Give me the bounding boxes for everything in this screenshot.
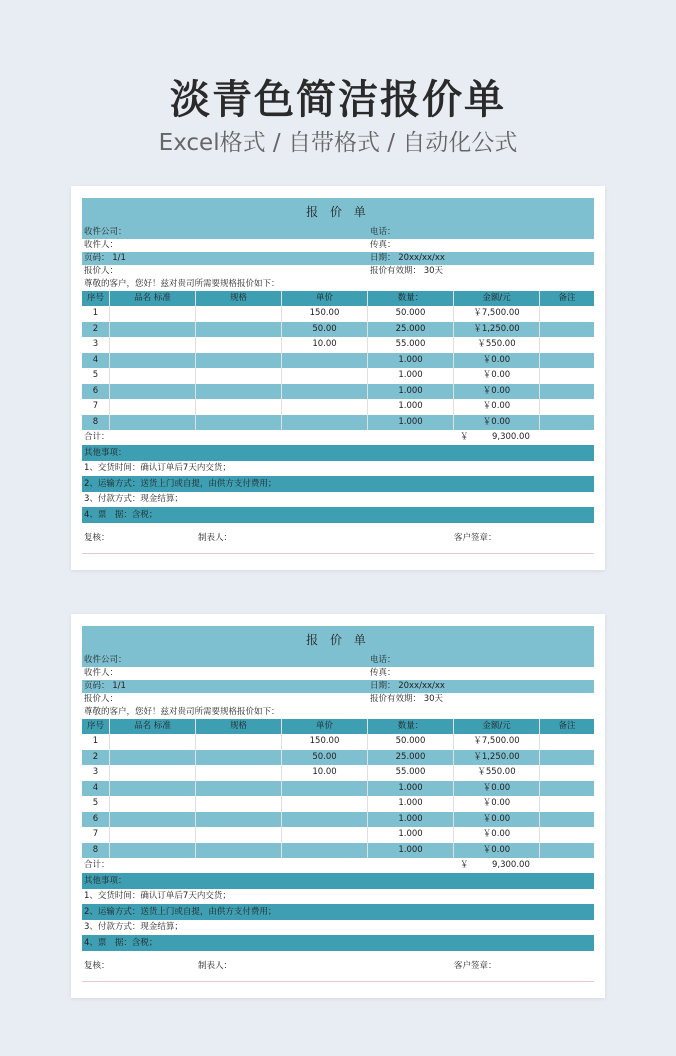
note-row xyxy=(82,507,594,523)
note-text: 4、票 据：含税； xyxy=(84,938,158,948)
cell-no[interactable]: 2 xyxy=(82,322,110,338)
info-left-label: 报价人： xyxy=(84,266,119,276)
cell-price[interactable] xyxy=(282,399,368,415)
cell-name[interactable] xyxy=(110,843,196,859)
cell-no[interactable]: 7 xyxy=(82,827,110,843)
cell-qty[interactable]: 1.000 xyxy=(368,415,454,431)
info-left-label: 页码： 1/1 xyxy=(84,681,126,691)
cell-name[interactable] xyxy=(110,781,196,797)
total-currency: ￥ xyxy=(460,860,469,870)
cell-price[interactable]: 10.00 xyxy=(282,337,368,353)
table-row xyxy=(82,353,594,369)
cell-amount[interactable]: ￥0.00 xyxy=(454,843,540,859)
table-body xyxy=(82,306,594,430)
cell-spec[interactable] xyxy=(196,399,282,415)
cell-amount[interactable]: ￥550.00 xyxy=(454,337,540,353)
price-table xyxy=(82,719,594,858)
info-right-label: 日期： 20xx/xx/xx xyxy=(370,253,445,263)
table-header-row xyxy=(82,719,594,734)
cell-price[interactable] xyxy=(282,781,368,797)
note-row xyxy=(82,920,594,935)
cell-amount[interactable]: ￥0.00 xyxy=(454,827,540,843)
table-row xyxy=(82,843,594,859)
note-row xyxy=(82,476,594,492)
cell-qty[interactable]: 1.000 xyxy=(368,843,454,859)
cell-note[interactable] xyxy=(540,781,594,797)
col-header-no: 序号 xyxy=(82,719,110,734)
cell-name[interactable] xyxy=(110,765,196,781)
col-header-note: 备注 xyxy=(558,721,576,731)
cell-amount[interactable]: ￥0.00 xyxy=(454,368,540,384)
cell-amount[interactable]: ￥0.00 xyxy=(454,384,540,400)
cell-name[interactable] xyxy=(110,306,196,322)
note-row xyxy=(82,889,594,904)
cell-name[interactable] xyxy=(110,796,196,812)
note-text: 4、票 据：含税； xyxy=(84,510,158,520)
cell-no[interactable]: 8 xyxy=(82,843,110,859)
maker-label: 制表人： xyxy=(198,961,233,971)
info-left-label: 收件人： xyxy=(84,240,119,250)
cell-spec[interactable] xyxy=(196,384,282,400)
col-header-amount: 金额/元 xyxy=(454,719,540,734)
cell-price[interactable] xyxy=(282,353,368,369)
cell-amount[interactable]: ￥0.00 xyxy=(454,796,540,812)
cell-price[interactable]: 150.00 xyxy=(282,734,368,750)
cell-note[interactable] xyxy=(540,796,594,812)
table-row xyxy=(82,322,594,338)
cell-no[interactable]: 2 xyxy=(82,750,110,766)
info-row xyxy=(82,667,594,680)
cell-spec[interactable] xyxy=(196,796,282,812)
quote-heading: 报 价 单 xyxy=(82,198,594,226)
cell-qty[interactable]: 55.000 xyxy=(368,337,454,353)
cell-no[interactable]: 6 xyxy=(82,812,110,828)
total-value: 9,300.00 xyxy=(492,860,530,870)
cell-name[interactable] xyxy=(110,337,196,353)
customer-sign-label: 客户签章： xyxy=(454,961,497,971)
cell-price[interactable]: 50.00 xyxy=(282,750,368,766)
cell-no[interactable]: 1 xyxy=(82,306,110,322)
cell-price[interactable]: 10.00 xyxy=(282,765,368,781)
signature-row xyxy=(82,523,594,554)
cell-note[interactable] xyxy=(540,765,594,781)
info-left-label: 收件人： xyxy=(84,668,119,678)
cell-spec[interactable] xyxy=(196,415,282,431)
cell-qty[interactable]: 1.000 xyxy=(368,812,454,828)
note-row xyxy=(82,461,594,476)
info-right-label: 传真： xyxy=(370,668,396,678)
col-header-no: 序号 xyxy=(82,291,110,306)
col-header-spec: 规格 xyxy=(196,291,282,306)
cell-amount[interactable]: ￥0.00 xyxy=(454,415,540,431)
cell-name[interactable] xyxy=(110,812,196,828)
cell-name[interactable] xyxy=(110,827,196,843)
cell-spec[interactable] xyxy=(196,337,282,353)
table-row xyxy=(82,781,594,797)
note-row xyxy=(82,935,594,951)
cell-note[interactable] xyxy=(540,353,594,369)
cell-spec[interactable] xyxy=(196,765,282,781)
cell-price[interactable] xyxy=(282,368,368,384)
cell-no[interactable]: 5 xyxy=(82,796,110,812)
cell-price[interactable] xyxy=(282,415,368,431)
cell-name[interactable] xyxy=(110,734,196,750)
note-row xyxy=(82,904,594,920)
cell-no[interactable]: 5 xyxy=(82,368,110,384)
cell-qty[interactable]: 25.000 xyxy=(368,322,454,338)
cell-spec[interactable] xyxy=(196,734,282,750)
total-label: 合计： xyxy=(84,432,110,442)
cell-no[interactable]: 1 xyxy=(82,734,110,750)
cell-note[interactable] xyxy=(540,734,594,750)
cell-amount[interactable]: ￥0.00 xyxy=(454,353,540,369)
cell-spec[interactable] xyxy=(196,827,282,843)
customer-sign-label: 客户签章： xyxy=(454,533,497,543)
quote-content xyxy=(82,198,594,554)
review-label: 复核： xyxy=(84,961,110,971)
cell-spec[interactable] xyxy=(196,812,282,828)
cell-price[interactable] xyxy=(282,827,368,843)
cell-amount[interactable]: ￥0.00 xyxy=(454,812,540,828)
note-text: 2、运输方式：送货上门或自提，由供方支付费用； xyxy=(84,907,277,917)
cell-qty[interactable]: 25.000 xyxy=(368,750,454,766)
cell-amount[interactable]: ￥1,250.00 xyxy=(454,750,540,766)
col-header-spec: 规格 xyxy=(196,719,282,734)
col-header-name: 品名 标准 xyxy=(110,719,196,734)
info-left-label: 收件公司： xyxy=(84,655,127,665)
cell-note[interactable] xyxy=(540,415,594,431)
quote-sheet-1 xyxy=(71,186,605,570)
cell-name[interactable] xyxy=(110,384,196,400)
cell-name[interactable] xyxy=(110,353,196,369)
total-row xyxy=(82,430,594,445)
info-row xyxy=(82,252,594,265)
cell-spec[interactable] xyxy=(196,306,282,322)
info-row xyxy=(82,265,594,278)
info-row xyxy=(82,680,594,693)
page-subtitle: Excel格式 / 自带格式 / 自动化公式 xyxy=(158,130,518,156)
cell-spec[interactable] xyxy=(196,353,282,369)
info-right-label: 报价有效期： 30天 xyxy=(370,266,444,276)
info-row xyxy=(82,693,594,706)
total-row xyxy=(82,858,594,873)
table-row xyxy=(82,306,594,322)
greeting-row xyxy=(82,706,594,719)
cell-name[interactable] xyxy=(110,750,196,766)
table-row xyxy=(82,384,594,400)
info-right-label: 报价有效期： 30天 xyxy=(370,694,444,704)
note-text: 3、付款方式：现金结算； xyxy=(84,922,183,932)
cell-qty[interactable]: 1.000 xyxy=(368,384,454,400)
cell-name[interactable] xyxy=(110,368,196,384)
cell-price[interactable] xyxy=(282,384,368,400)
cell-name[interactable] xyxy=(110,415,196,431)
cell-qty[interactable]: 1.000 xyxy=(368,399,454,415)
info-left-label: 收件公司： xyxy=(84,227,127,237)
info-left-label: 页码： 1/1 xyxy=(84,253,126,263)
col-header-price: 单价 xyxy=(282,291,368,306)
info-row xyxy=(82,654,594,667)
table-row xyxy=(82,337,594,353)
cell-no[interactable]: 7 xyxy=(82,399,110,415)
cell-note[interactable] xyxy=(540,337,594,353)
table-header-row xyxy=(82,291,594,306)
cell-price[interactable] xyxy=(282,843,368,859)
cell-amount[interactable]: ￥7,500.00 xyxy=(454,306,540,322)
cell-no[interactable]: 8 xyxy=(82,415,110,431)
cell-amount[interactable]: ￥7,500.00 xyxy=(454,734,540,750)
cell-no[interactable]: 3 xyxy=(82,765,110,781)
col-header-qty: 数量： xyxy=(368,291,454,306)
cell-spec[interactable] xyxy=(196,781,282,797)
cell-qty[interactable]: 1.000 xyxy=(368,368,454,384)
cell-no[interactable]: 3 xyxy=(82,337,110,353)
info-right-label: 传真： xyxy=(370,240,396,250)
note-row xyxy=(82,492,594,507)
cell-amount[interactable]: ￥0.00 xyxy=(454,399,540,415)
cell-price[interactable] xyxy=(282,796,368,812)
cell-qty[interactable]: 1.000 xyxy=(368,353,454,369)
cell-qty[interactable]: 50.000 xyxy=(368,306,454,322)
info-row xyxy=(82,226,594,239)
cell-no[interactable]: 6 xyxy=(82,384,110,400)
greeting-text: 尊敬的客户，您好！兹对贵司所需要规格报价如下： xyxy=(84,279,280,289)
table-body xyxy=(82,734,594,858)
cell-spec[interactable] xyxy=(196,368,282,384)
quote-content xyxy=(82,626,594,982)
cell-note[interactable] xyxy=(540,384,594,400)
quote-heading: 报 价 单 xyxy=(82,626,594,654)
total-value: 9,300.00 xyxy=(492,432,530,442)
cell-note[interactable] xyxy=(540,812,594,828)
notes-title: 其他事项： xyxy=(84,876,127,886)
table-row xyxy=(82,827,594,843)
info-right-label: 电话： xyxy=(370,227,396,237)
table-row xyxy=(82,812,594,828)
signature-row xyxy=(82,951,594,982)
col-header-qty: 数量： xyxy=(368,719,454,734)
info-right-label: 日期： 20xx/xx/xx xyxy=(370,681,445,691)
total-currency: ￥ xyxy=(460,432,469,442)
info-right-label: 电话： xyxy=(370,655,396,665)
price-table xyxy=(82,291,594,430)
cell-note[interactable] xyxy=(540,399,594,415)
col-header-name: 品名 标准 xyxy=(110,291,196,306)
note-text: 2、运输方式：送货上门或自提，由供方支付费用； xyxy=(84,479,277,489)
cell-note[interactable] xyxy=(540,322,594,338)
quote-sheet-2 xyxy=(71,614,605,998)
cell-price[interactable] xyxy=(282,812,368,828)
table-row xyxy=(82,796,594,812)
cell-name[interactable] xyxy=(110,322,196,338)
total-label: 合计： xyxy=(84,860,110,870)
page-title: 淡青色简洁报价单 xyxy=(170,77,506,123)
notes-title: 其他事项： xyxy=(84,448,127,458)
cell-amount[interactable]: ￥1,250.00 xyxy=(454,322,540,338)
note-text: 1、交货时间：确认订单后7天内交货； xyxy=(84,463,231,473)
cell-price[interactable]: 150.00 xyxy=(282,306,368,322)
table-row xyxy=(82,368,594,384)
info-row xyxy=(82,239,594,252)
cell-note[interactable] xyxy=(540,750,594,766)
col-header-note: 备注 xyxy=(558,293,576,303)
col-header-price: 单价 xyxy=(282,719,368,734)
cell-amount[interactable]: ￥0.00 xyxy=(454,781,540,797)
notes-title-row xyxy=(82,873,594,889)
table-row xyxy=(82,734,594,750)
table-row xyxy=(82,765,594,781)
cell-no[interactable]: 4 xyxy=(82,781,110,797)
maker-label: 制表人： xyxy=(198,533,233,543)
table-row xyxy=(82,415,594,431)
cell-spec[interactable] xyxy=(196,843,282,859)
notes-title-row xyxy=(82,445,594,461)
col-header-amount: 金额/元 xyxy=(454,291,540,306)
cell-spec[interactable] xyxy=(196,750,282,766)
review-label: 复核： xyxy=(84,533,110,543)
note-text: 1、交货时间：确认订单后7天内交货； xyxy=(84,891,231,901)
cell-note[interactable] xyxy=(540,827,594,843)
table-row xyxy=(82,399,594,415)
greeting-text: 尊敬的客户，您好！兹对贵司所需要规格报价如下： xyxy=(84,707,280,717)
cell-note[interactable] xyxy=(540,306,594,322)
cell-amount[interactable]: ￥550.00 xyxy=(454,765,540,781)
info-left-label: 报价人： xyxy=(84,694,119,704)
cell-qty[interactable]: 55.000 xyxy=(368,765,454,781)
cell-no[interactable]: 4 xyxy=(82,353,110,369)
table-row xyxy=(82,750,594,766)
note-text: 3、付款方式：现金结算； xyxy=(84,494,183,504)
cell-qty[interactable]: 50.000 xyxy=(368,734,454,750)
cell-qty[interactable]: 1.000 xyxy=(368,827,454,843)
greeting-row xyxy=(82,278,594,291)
cell-qty[interactable]: 1.000 xyxy=(368,796,454,812)
cell-note[interactable] xyxy=(540,368,594,384)
cell-name[interactable] xyxy=(110,399,196,415)
cell-note[interactable] xyxy=(540,843,594,859)
cell-qty[interactable]: 1.000 xyxy=(368,781,454,797)
cell-spec[interactable] xyxy=(196,322,282,338)
cell-price[interactable]: 50.00 xyxy=(282,322,368,338)
